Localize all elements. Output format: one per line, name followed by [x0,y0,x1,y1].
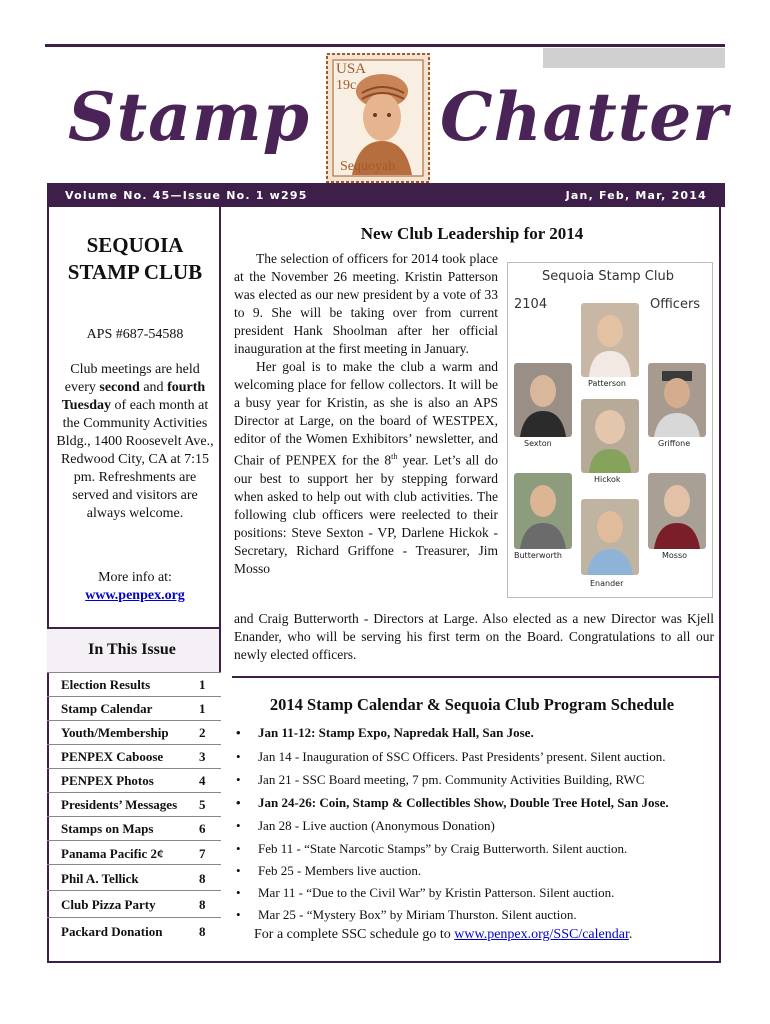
stamp-name: Sequoyah [340,159,396,174]
calendar-item-text: Mar 11 - “Due to the Civil War” by Kristin Patterson. Silent auction. [258,885,615,900]
calendar-item-text: Feb 11 - “State Narcotic Stamps” by Craig Butterworth. Silent auction. [258,841,628,856]
label-patterson: Patterson [588,379,626,388]
calendar-note [254,927,632,943]
toc-page: 6 [199,821,206,836]
toc-row[interactable] [47,864,221,891]
meeting-bold-2: fourth Tuesday [61,380,206,413]
calendar-item-text: Jan 24-26: Coin, Stamp & Collectibles Show, Double Tree Hotel, San Jose. [258,795,669,810]
portrait-griffone [648,363,706,437]
bullet: • [236,795,241,810]
toc-row[interactable] [47,744,221,769]
volume-bar [47,183,725,207]
calendar-rule [232,676,721,678]
calendar-item-text: Jan 11-12: Stamp Expo, Napredak Hall, San Jose. [258,725,534,740]
toc-title: Stamps on Maps [61,821,154,836]
bullet: • [236,725,241,740]
bullet: • [236,841,241,856]
stamp-denomination: 19c [336,78,357,93]
label-sexton: Sexton [524,439,552,448]
bullet: • [236,907,241,922]
bullet: • [236,749,241,764]
officers-photo-collage [507,262,713,598]
calendar-item-text: Jan 28 - Live auction (Anonymous Donation) [258,818,495,833]
calendar-note-end: . [628,927,633,942]
article-paragraph-continued: and Craig Butterworth - Directors at Large. Also elected as a new Director was Kjell Enander, who will be serving his first term on the Board. Congratulations to all our newly elected officers. [234,611,714,662]
calendar-item-text: Mar 25 - “Mystery Box” by Miriam Thurston. Silent auction. [258,907,577,922]
article-title: New Club Leadership for 2014 [360,224,584,243]
bullet: • [236,818,241,833]
more-info [55,569,215,605]
article-paragraph-2 [234,358,498,578]
masthead-rule [45,44,725,47]
article-body [234,250,498,578]
website-link[interactable]: www.penpex.org [85,588,185,603]
toc-row[interactable] [47,696,221,721]
toc-row[interactable] [47,890,221,918]
meeting-bold-1: second [99,380,140,395]
butterworth-photo [514,473,572,549]
griffone-photo [648,363,706,437]
toc-row[interactable] [47,792,221,817]
hickok-photo [581,399,639,473]
toc-page: 8 [199,924,206,939]
bullet: • [236,772,241,787]
article-paragraph-1: The selection of officers for 2014 took place at the November 26 meeting. Kristin Patterson was elected as our new president by a vote of 33 to 9. She will be taking over from current president Hank Shoolman after her official inauguration at the first meeting in January. [234,251,498,356]
article-p2-superscript: th [391,452,398,461]
portrait-enander [581,499,639,575]
toc-title: Stamp Calendar [61,701,153,716]
toc-page: 4 [199,773,206,788]
collage-officers: Officers [650,297,701,312]
calendar-item-text: Jan 21 - SSC Board meeting, 7 pm. Community Activities Building, RWC [258,772,645,787]
calendar-note-text: For a complete SSC schedule go to [254,927,455,942]
article-p2-part1: Her goal is to make the club a warm and welcoming place for fellow collectors. It will be a busy year for Kristin, as she is also an APS Director at Large, on the board of WESTPEX, editor of the Women Exhibitors’ newsletter, and Chair of PENPEX for the 8 [234,359,498,468]
sequoyah-stamp-image [326,53,430,183]
issue-date: Jan, Feb, Mar, 2014 [565,189,707,202]
toc-title: Phil A. Tellick [61,871,139,886]
meeting-info [55,361,215,523]
toc-title: Packard Donation [61,924,163,939]
toc-page: 8 [199,871,206,886]
masthead-title-right: Chatter [440,78,729,156]
calendar-link[interactable]: www.penpex.org/SSC/calendar [454,927,629,942]
masthead-title-left: Stamp [68,78,310,156]
collage-year: 2104 [514,297,548,312]
bullet: • [236,885,241,900]
calendar-title: 2014 Stamp Calendar & Sequoia Club Program Schedule [269,695,675,714]
label-griffone: Griffone [658,439,691,448]
toc-title: Presidents’ Messages [61,797,178,812]
calendar-item-text: Jan 14 - Inauguration of SSC Officers. Past Presidents’ present. Silent auction. [258,749,666,764]
toc-row[interactable] [47,720,221,745]
toc-page: 8 [199,897,206,912]
portrait-patterson [581,303,639,377]
toc-page: 5 [199,797,206,812]
portrait-mosso [648,473,706,549]
toc-page: 1 [199,701,206,716]
meeting-text-2: and [139,380,168,395]
toc-row[interactable] [47,840,221,865]
toc-page: 2 [199,725,206,740]
toc-title: Youth/Membership [61,725,169,740]
enander-photo [581,499,639,575]
portrait-butterworth [514,473,572,549]
stamp-country: USA [336,61,367,77]
in-this-issue-title: In This Issue [88,641,176,658]
toc-page: 7 [199,846,206,861]
toc-title: Club Pizza Party [61,897,156,912]
sexton-photo [514,363,572,437]
bullet: • [236,863,241,878]
label-hickok: Hickok [594,475,621,484]
toc-page: 1 [199,677,206,692]
patterson-photo [581,303,639,377]
club-name: SEQUOIA STAMP CLUB [67,233,203,284]
label-mosso: Mosso [662,551,688,560]
toc-title: Panama Pacific 2¢ [61,846,164,861]
toc-row[interactable] [47,917,221,945]
toc-page: 3 [199,749,206,764]
collage-title: Sequoia Stamp Club [542,269,674,284]
portrait-sexton [514,363,572,437]
sidebar-divider [219,207,221,627]
article-p2-part2: year. Let’s all do our best to support her by stepping forward when asked to help out with club activities. The following club officers were reelected to their positions: Steve Sexton - VP, Darlene Hickok - Secretary, Richard Griffone - Treasurer, Jim Mosso [234,452,498,576]
toc-row[interactable] [47,816,221,841]
toc-title: Election Results [61,677,151,692]
toc-row[interactable] [47,768,221,793]
toc-row[interactable] [47,672,221,697]
label-butterworth: Butterworth [514,551,562,560]
label-enander: Enander [590,579,624,588]
volume-issue: Volume No. 45—Issue No. 1 w295 [65,189,308,202]
aps-number: APS #687-54588 [86,327,184,342]
meeting-text-3: of each month at the Community Activities Bldg., 1400 Roosevelt Ave., Redwood City, CA at 7:15 pm. Refreshments are served and visitors are always welcome. [56,398,214,521]
toc-title: PENPEX Photos [61,773,154,788]
calendar-item-text: Feb 25 - Members live auction. [258,863,422,878]
mosso-photo [648,473,706,549]
masthead-gray-bar [543,48,725,68]
meeting-text-1: Club meetings are held every [64,362,200,395]
more-info-label: More info at: [98,570,172,585]
toc-title: PENPEX Caboose [61,749,164,764]
portrait-hickok [581,399,639,473]
